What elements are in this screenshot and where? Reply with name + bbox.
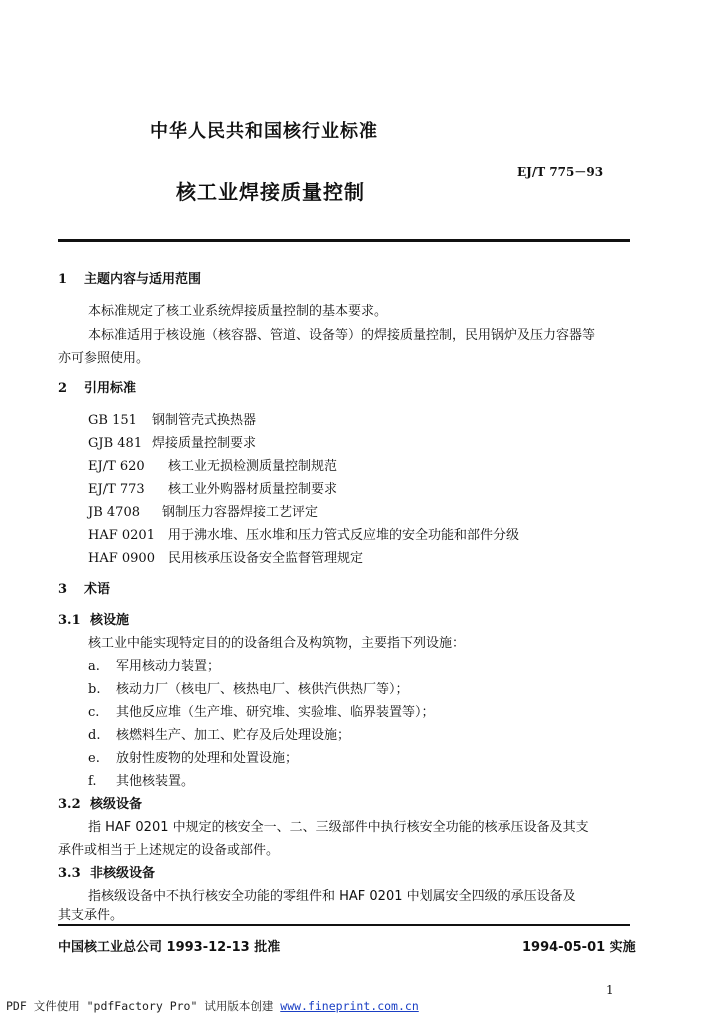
footer-rule bbox=[58, 924, 630, 926]
section-3-3-heading: 3.3 非核级设备 bbox=[58, 866, 156, 881]
list-item: d. 核燃料生产、加工、贮存及后处理设施； bbox=[88, 728, 351, 743]
list-item: e. 放射性废物的处理和处置设施； bbox=[88, 751, 299, 766]
section-1-para-2-line-2: 亦可参照使用。 bbox=[58, 351, 150, 366]
pdf-notice bbox=[6, 998, 419, 1014]
header-rule bbox=[58, 239, 630, 242]
section-3-2-line-2: 承件或相当于上述规定的设备或部件。 bbox=[58, 843, 280, 858]
section-3-2-heading: 3.2 核级设备 bbox=[58, 797, 143, 812]
section-3-heading: 3 术语 bbox=[58, 582, 111, 597]
reference-item: HAF 0900 民用核承压设备安全监督管理规定 bbox=[88, 551, 364, 566]
reference-item: EJ/T 773 核工业外购器材质量控制要求 bbox=[88, 482, 338, 497]
section-3-2-line-1: 指 HAF 0201 中规定的核安全一、二、三级部件中执行核安全功能的核承压设备及其支 bbox=[88, 820, 589, 835]
list-item: a. 军用核动力装置； bbox=[88, 659, 221, 674]
issuing-organization: 中华人民共和国核行业标准 bbox=[150, 121, 378, 142]
section-1-heading: 1 主题内容与适用范围 bbox=[58, 272, 202, 287]
approval-note: 中国核工业总公司 1993-12-13 批准 bbox=[58, 940, 281, 955]
reference-item: GB 151 钢制管壳式换热器 bbox=[88, 413, 257, 428]
section-3-3-line-2: 其支承件。 bbox=[58, 908, 124, 923]
fineprint-link[interactable]: www.fineprint.com.cn bbox=[280, 999, 419, 1013]
section-1-para-2-line-1: 本标准适用于核设施（核容器、管道、设备等）的焊接质量控制，民用锅炉及压力容器等 bbox=[88, 328, 596, 343]
reference-item: JB 4708 钢制压力容器焊接工艺评定 bbox=[88, 505, 319, 520]
reference-item: EJ/T 620 核工业无损检测质量控制规范 bbox=[88, 459, 338, 474]
list-item: b. 核动力厂（核电厂、核热电厂、核供汽供热厂等）； bbox=[88, 682, 409, 697]
section-3-3-line-1: 指核级设备中不执行核安全功能的零组件和 HAF 0201 中划属安全四级的承压设备及 bbox=[88, 889, 576, 904]
document-title: 核工业焊接质量控制 bbox=[176, 180, 365, 204]
section-1-para-1: 本标准规定了核工业系统焊接质量控制的基本要求。 bbox=[88, 304, 388, 319]
section-2-heading: 2 引用标准 bbox=[58, 381, 137, 396]
reference-item: HAF 0201 用于沸水堆、压水堆和压力管式反应堆的安全功能和部件分级 bbox=[88, 528, 520, 543]
pdf-notice-text: PDF 文件使用 "pdfFactory Pro" 试用版本创建 bbox=[6, 999, 274, 1013]
standard-code: EJ/T 775－93 bbox=[517, 165, 604, 179]
page-number: 1 bbox=[606, 983, 614, 997]
section-3-1-intro: 核工业中能实现特定目的的设备组合及构筑物，主要指下列设施： bbox=[88, 636, 466, 651]
list-item: c. 其他反应堆（生产堆、研究堆、实验堆、临界装置等）； bbox=[88, 705, 435, 720]
list-item: f. 其他核装置。 bbox=[88, 774, 195, 789]
reference-item: GJB 481 焊接质量控制要求 bbox=[88, 436, 257, 451]
section-3-1-heading: 3.1 核设施 bbox=[58, 613, 130, 628]
implementation-date: 1994-05-01 实施 bbox=[522, 940, 636, 955]
